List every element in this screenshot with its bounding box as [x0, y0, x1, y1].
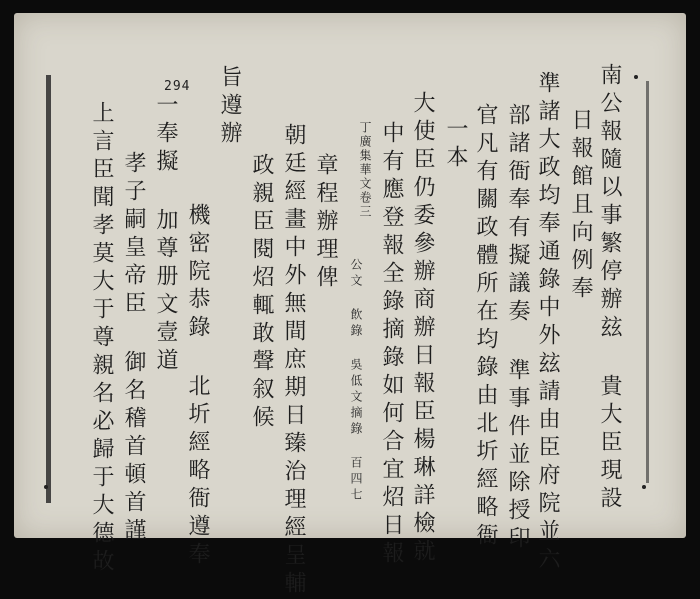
text-column: 旨遵辦: [217, 65, 242, 149]
text-column: 大使臣仍委參辦商辦日報臣楊琳詳檢就: [410, 91, 435, 567]
left-border-rule: [46, 75, 51, 503]
binding-hole: [642, 485, 646, 489]
text-column: 部諸衙奉有擬議奏 準事件並除授印: [505, 103, 530, 554]
binding-hole: [634, 75, 638, 79]
text-column: 章程辦理俾: [313, 153, 338, 293]
text-column: 上言臣聞孝莫大于尊親名必歸于大德故: [89, 101, 114, 577]
text-column: 朝廷經畫中外無間庶期日臻治理經呈輔: [281, 123, 306, 599]
page-number: 294: [164, 79, 191, 94]
text-column: 一本: [443, 117, 468, 173]
document-page: [14, 13, 686, 599]
text-column: 機密院恭錄 北圻經略衙遵奉: [185, 203, 210, 570]
text-column: 一奉擬 加尊册文壹道: [153, 93, 178, 376]
binding-hole: [44, 485, 48, 489]
text-column: 日報館且向例奉: [568, 108, 593, 304]
margin-annotation: 丁廣集華文卷三: [358, 121, 372, 219]
right-border-rule: [646, 81, 649, 483]
text-column: 孝子嗣皇帝臣 御名稽首頓首謹: [121, 151, 146, 546]
text-column: 南公報隨以事繁停辦玆 貴大臣現設: [597, 63, 622, 514]
text-column: 準諸大政均奉通錄中外玆請由臣府院並六: [535, 71, 560, 575]
margin-annotation: 公文 飲錄 吳低文摘錄 百四七: [349, 258, 363, 504]
text-column: 官凡有關政體所在均錄由北圻經略衙: [473, 103, 498, 551]
text-column: 政親臣閱炤輒敢聲叙候: [249, 153, 274, 433]
text-column: 中有應登報全錄摘錄如何合宜炤日報: [379, 121, 404, 569]
